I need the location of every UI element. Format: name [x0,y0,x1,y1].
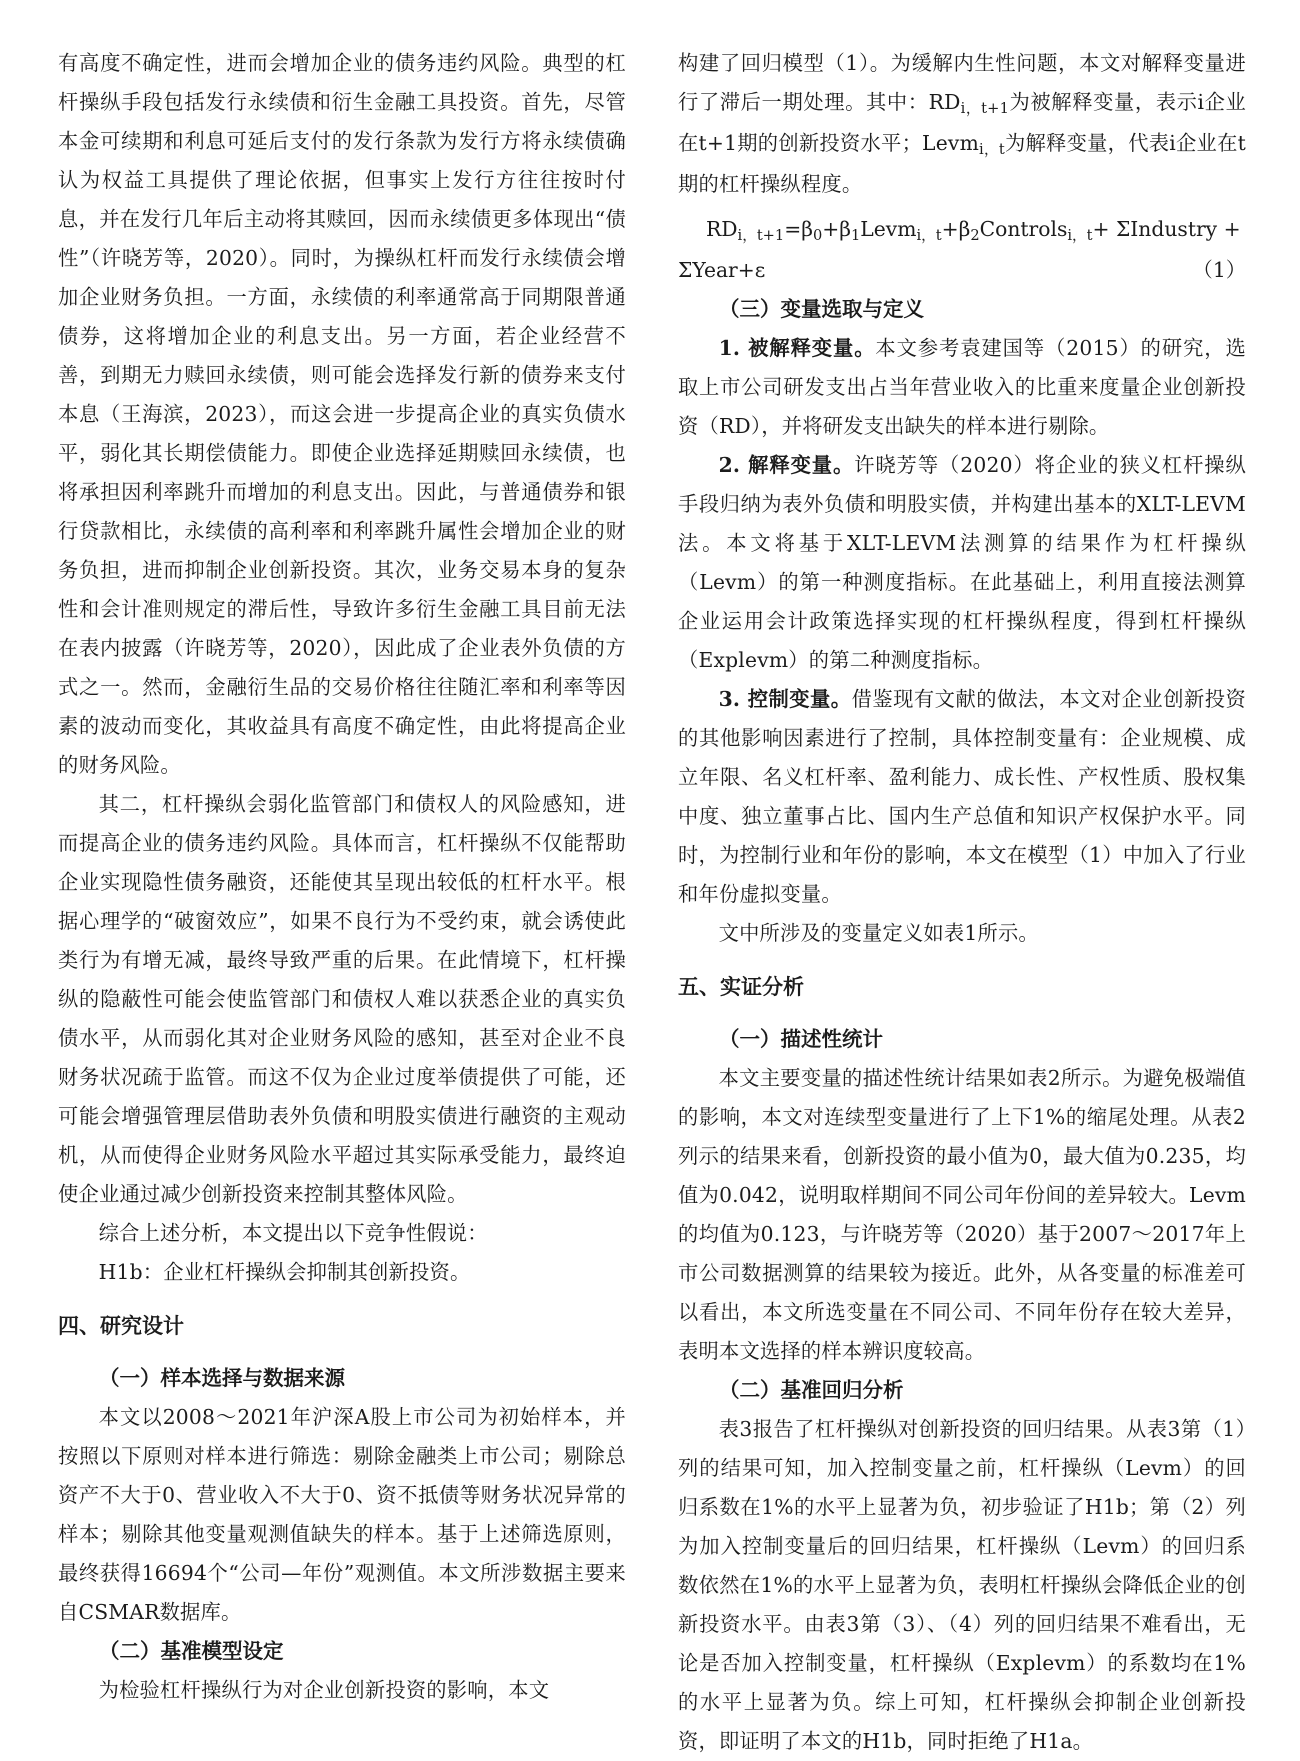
paragraph: 有高度不确定性，进而会增加企业的债务违约风险。典型的杠杆操纵手段包括发行永续债和衍生金融工具投资。首先，尽管本金可续期和利息可延后支付的发行条款为发行方将永续债确认为权益工具提供了理论依据，但事实上发行方往往按时付息，并在发行几年后主动将其赎回，因而永续债更多体现出“债性”（许晓芳等，2020）。同时，为操纵杠杆而发行永续债会增加企业财务负担。一方面，永续债的利率通常高于同期限普通债券，这将增加企业的利息支出。另一方面，若企业经营不善，到期无力赎回永续债，则可能会选择发行新的债券来支付本息（王海滨，2023），而这会进一步提高企业的真实负债水平，弱化其长期偿债能力。即使企业选择延期赎回永续债，也将承担因利率跳升而增加的利息支出。因此，与普通债券和银行贷款相比，永续债的高利率和利率跳升属性会增加企业的财务负担，进而抑制企业创新投资。其次，业务交易本身的复杂性和会计准则规定的滞后性，导致许多衍生金融工具目前无法在表内披露（许晓芳等，2020），因此成了企业表外负债的方式之一。然而，金融衍生品的交易价格往往随汇率和利率等因素的波动而变化，其收益具有高度不确定性，由此将提高企业的财务风险。 [58,51,626,777]
text-run: 借鉴现有文献的做法，本文对企业创新投资的其他影响因素进行了控制，具体控制变量有：企业规模、成立年限、名义杠杆率、盈利能力、成长性、产权性质、股权集中度、独立董事占比、国内生产总值和知识产权保护水平。同时，为控制行业和年份的影响，本文在模型（1）中加入了行业和年份虚拟变量。 [678,687,1246,906]
section-heading-research-design: 四、研究设计 [58,1314,184,1338]
eq-term: +β [822,217,851,241]
text-run: 为解释变量，代表i企业在t期的杠杆操纵程度。 [678,131,1246,196]
eq-term: Controls [979,217,1068,241]
subsection-heading-baseline: （二）基准回归分析 [719,1378,904,1402]
paragraph: 表3报告了杠杆操纵对创新投资的回归结果。从表3第（1）列的结果可知，加入控制变量之前，杠杆操纵（Levm）的回归系数在1%的水平上显著为负，初步验证了H1b；第（2）列为加入控制变量后的回归结果，杠杆操纵（Levm）的回归系数依然在1%的水平上显著为负，表明杠杆操纵会降低企业的创新投资水平。由表3第（3）、（4）列的回归结果不难看出，无论是否加入控制变量，杠杆操纵（Explevm）的系数均在1%的水平上显著为负。综上可知，杠杆操纵会抑制企业创新投资，即证明了本文的H1b，同时拒绝了H1a。 [678,1417,1246,1753]
subscript: 0 [812,227,823,245]
equation-line [678,251,1246,290]
paragraph: 综合上述分析，本文提出以下竞争性假说： [98,1221,488,1245]
eq-term: + ΣIndustry + [1092,217,1241,241]
subscript: 1 [850,227,861,245]
paragraph-control-variables [678,680,1246,914]
subsection-heading-descriptive: （一）描述性统计 [719,1027,883,1051]
paragraph-model-intro [678,44,1246,204]
paragraph: 本文以2008～2021年沪深A股上市公司为初始样本，并按照以下原则对样本进行筛选：剔除金融类上市公司；剔除总资产不大于0、营业收入不大于0、资不抵债等财务状况异常的样本；剔除其他变量观测值缺失的样本。基于上述筛选原则，最终获得16694个“公司—年份”观测值。本文所涉数据主要来自CSMAR数据库。 [58,1405,626,1624]
equation-number: （1） [1192,258,1246,282]
right-column [678,44,1246,1761]
text-run: 构建了回归模型（1）。为缓解内生性问题，本文对解释变量进行了滞后一期处理。其中：RD [678,51,1246,114]
subsection-heading-sample: （一）样本选择与数据来源 [99,1366,345,1390]
eq-term: ΣYear+ε [678,258,766,282]
hypothesis-h1b: H1b：企业杠杆操纵会抑制其创新投资。 [98,1260,471,1284]
paragraph: 为检验杠杆操纵行为对企业创新投资的影响，本文 [98,1678,550,1702]
eq-term: Levm [860,217,917,241]
paragraph: 本文主要变量的描述性统计结果如表2所示。为避免极端值的影响，本文对连续型变量进行了上下1%的缩尾处理。从表2列示的结果来看，创新投资的最小值为0，最大值为0.235，均值为0.042，说明取样期间不同公司年份间的差异较大。Levm的均值为0.123，与许晓芳等（2020）基于2007～2017年上市公司数据测算的结果较为接近。此外，从各变量的标准差可以看出，本文所选变量在不同公司、不同年份存在较大差异，表明本文选择的样本辨识度较高。 [678,1066,1246,1363]
item-heading: 1. 被解释变量。 [718,336,876,360]
subscript: i，t [916,227,942,245]
subsection-heading-variables: （三）变量选取与定义 [719,297,924,321]
text-run: 本文参考袁建国等（2015）的研究，选取上市公司研发支出占当年营业收入的比重来度量企业创新投资（RD），并将研发支出缺失的样本进行剔除。 [678,336,1246,438]
eq-term: =β [784,217,813,241]
subscript: i，t+1 [737,227,785,245]
eq-term: +β [941,217,971,241]
paragraph: 文中所涉及的变量定义如表1所示。 [718,921,1039,945]
subscript: i，t [979,141,1005,159]
paragraph-dependent-variable [678,329,1246,446]
text-run: 许晓芳等（2020）将企业的狭义杠杆操纵手段归纳为表外负债和明股实债，并构建出基本的XLT-LEVM法。本文将基于XLT-LEVM法测算的结果作为杠杆操纵（Levm）的第一种测度指标。在此基础上，利用直接法测算企业运用会计政策选择实现的杠杆操纵程度，得到杠杆操纵（Explevm）的第二种测度指标。 [678,453,1246,672]
item-heading: 3. 控制变量。 [718,687,852,711]
subscript: 2 [970,227,980,245]
section-heading-empirical: 五、实证分析 [678,975,804,999]
equation-line [678,210,1246,251]
eq-term: RD [706,217,738,241]
item-heading: 2. 解释变量。 [718,453,855,477]
paragraph: 其二，杠杆操纵会弱化监管部门和债权人的风险感知，进而提高企业的债务违约风险。具体而言，杠杆操纵不仅能帮助企业实现隐性债务融资，还能使其呈现出较低的杠杆水平。根据心理学的“破窗效应”，如果不良行为不受约束，就会诱使此类行为有增无减，最终导致严重的后果。在此情境下，杠杆操纵的隐蔽性可能会使监管部门和债权人难以获悉企业的真实负债水平，从而弱化其对企业财务风险的感知，甚至对企业不良财务状况疏于监管。而这不仅为企业过度举债提供了可能，还可能会增强管理层借助表外负债和明股实债进行融资的主观动机，从而使得企业财务风险水平超过其实际承受能力，最终迫使企业通过减少创新投资来控制其整体风险。 [58,792,626,1206]
equation-1 [678,210,1246,290]
left-column [58,44,626,1710]
subscript: i，t [1067,227,1093,245]
text-run: 为被解释变量，表示i企业在t+1期的创新投资水平；Levm [678,90,1246,155]
subscript: i，t+1 [960,100,1010,118]
paragraph-explanatory-variable [678,446,1246,680]
subsection-heading-model: （二）基准模型设定 [99,1639,284,1663]
